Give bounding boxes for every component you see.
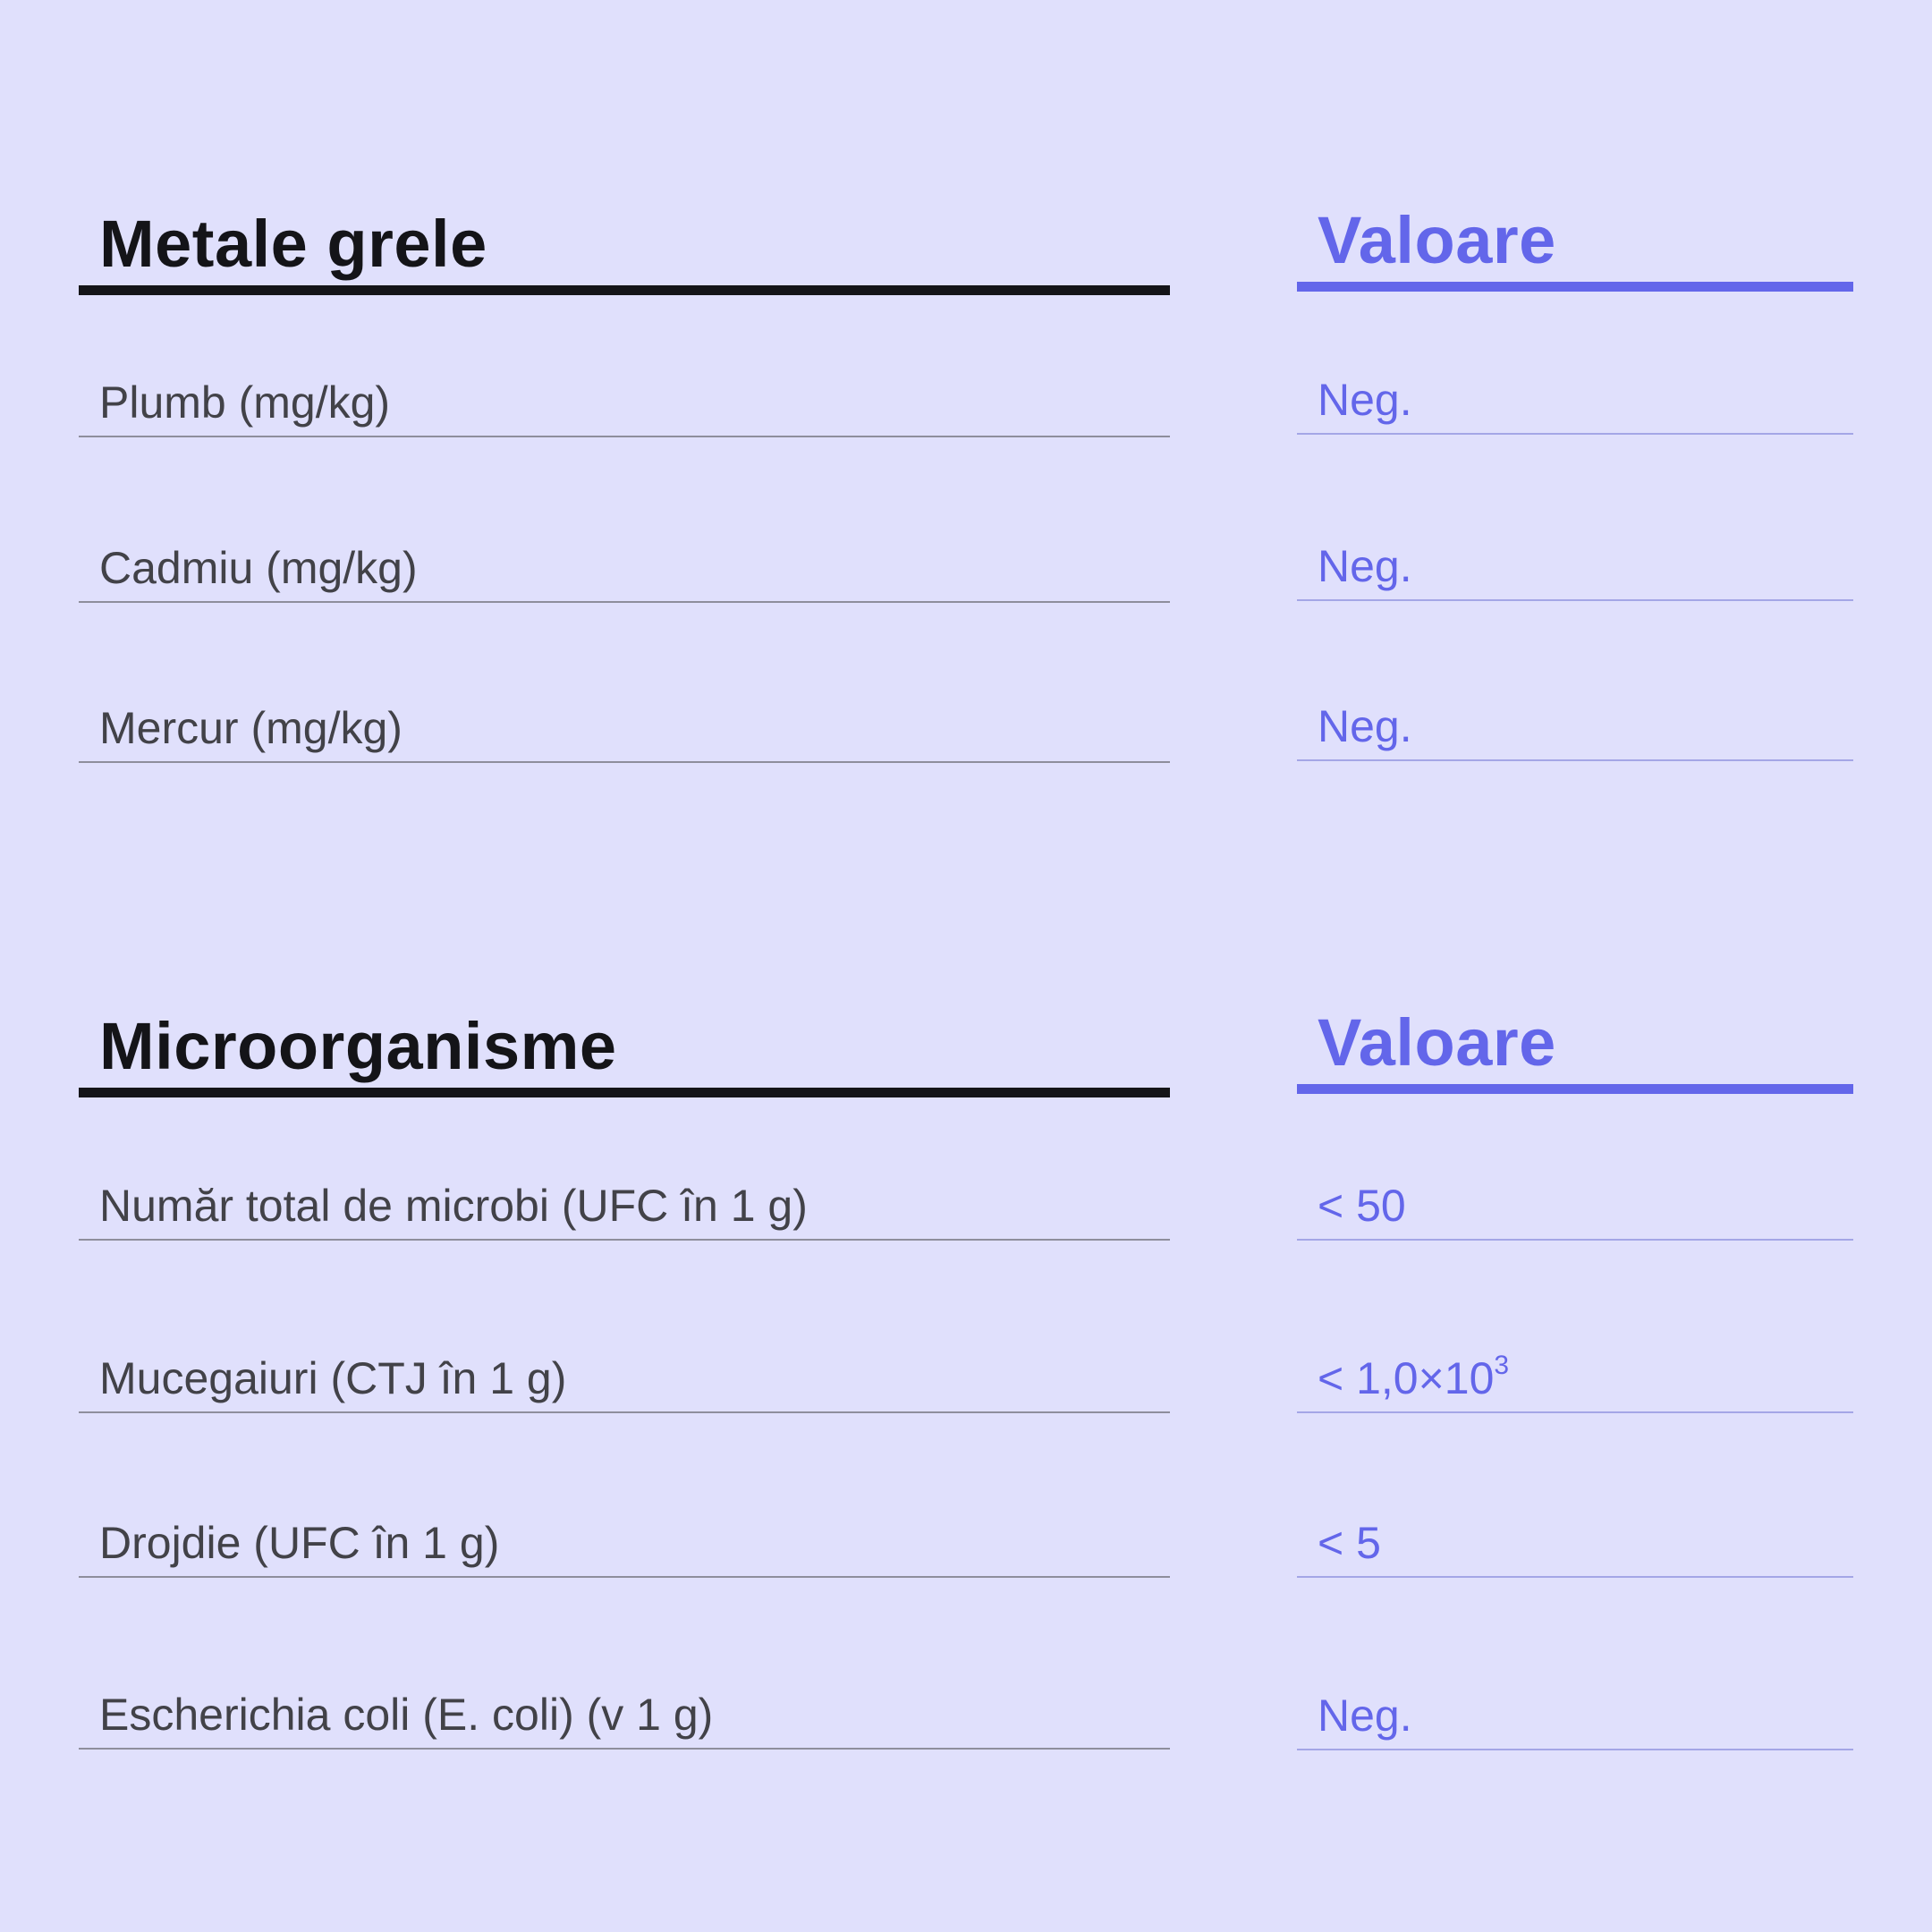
microorganisms-header (79, 1009, 1170, 1097)
table-row (1297, 375, 1853, 435)
row-divider (1297, 1749, 1853, 1750)
table-row (79, 1518, 1170, 1578)
row-divider (79, 436, 1170, 437)
table-row (1297, 541, 1853, 601)
microorganisms-header-rule (79, 1088, 1170, 1097)
heavy-metals-title: Metale grele (99, 207, 487, 281)
row-divider (1297, 759, 1853, 761)
table-row (79, 1690, 1170, 1750)
value-text: < 50 (1318, 1181, 1406, 1231)
table-row (79, 377, 1170, 437)
table-row (79, 543, 1170, 603)
microorganisms-title: Microorganisme (99, 1009, 617, 1083)
table-row (1297, 701, 1853, 761)
value-text: Neg. (1318, 701, 1412, 751)
value-exponent: 3 (1494, 1351, 1510, 1380)
row-divider (1297, 433, 1853, 435)
parameter-label: Plumb (mg/kg) (99, 377, 391, 428)
row-divider (79, 601, 1170, 603)
row-divider (79, 1239, 1170, 1241)
value-text: < 5 (1318, 1518, 1381, 1568)
table-row (1297, 1690, 1853, 1750)
table-row (1297, 1181, 1853, 1241)
heavy-metals-header (79, 207, 1170, 295)
row-divider (1297, 599, 1853, 601)
table-row (1297, 1351, 1853, 1413)
value-text: Neg. (1318, 375, 1412, 425)
value-text: Neg. (1318, 1690, 1412, 1741)
parameter-label: Număr total de microbi (UFC în 1 g) (99, 1181, 808, 1231)
value-text: Neg. (1318, 541, 1412, 591)
row-divider (1297, 1411, 1853, 1413)
value-header-rule (1297, 282, 1853, 292)
row-divider (79, 1411, 1170, 1413)
row-divider (1297, 1239, 1853, 1241)
table-row (79, 1353, 1170, 1413)
parameter-label: Drojdie (UFC în 1 g) (99, 1518, 500, 1568)
table-row (79, 1181, 1170, 1241)
row-divider (79, 1748, 1170, 1750)
value-header-rule (1297, 1084, 1853, 1094)
row-divider (1297, 1576, 1853, 1578)
parameter-label: Mercur (mg/kg) (99, 703, 402, 753)
heavy-metals-value-header (1297, 203, 1853, 292)
value-header-title: Valoare (1318, 1005, 1556, 1080)
value-mantissa: < 1,0×10 (1318, 1353, 1495, 1403)
parameter-label: Mucegaiuri (CTJ în 1 g) (99, 1353, 567, 1403)
parameter-label: Cadmiu (mg/kg) (99, 543, 418, 593)
table-row (79, 703, 1170, 763)
table-row (1297, 1518, 1853, 1578)
value-header-title: Valoare (1318, 203, 1556, 277)
parameter-label: Escherichia coli (E. coli) (v 1 g) (99, 1690, 714, 1740)
row-divider (79, 1576, 1170, 1578)
heavy-metals-header-rule (79, 285, 1170, 295)
value-text (1318, 1351, 1510, 1403)
row-divider (79, 761, 1170, 763)
microorganisms-value-header (1297, 1005, 1853, 1094)
